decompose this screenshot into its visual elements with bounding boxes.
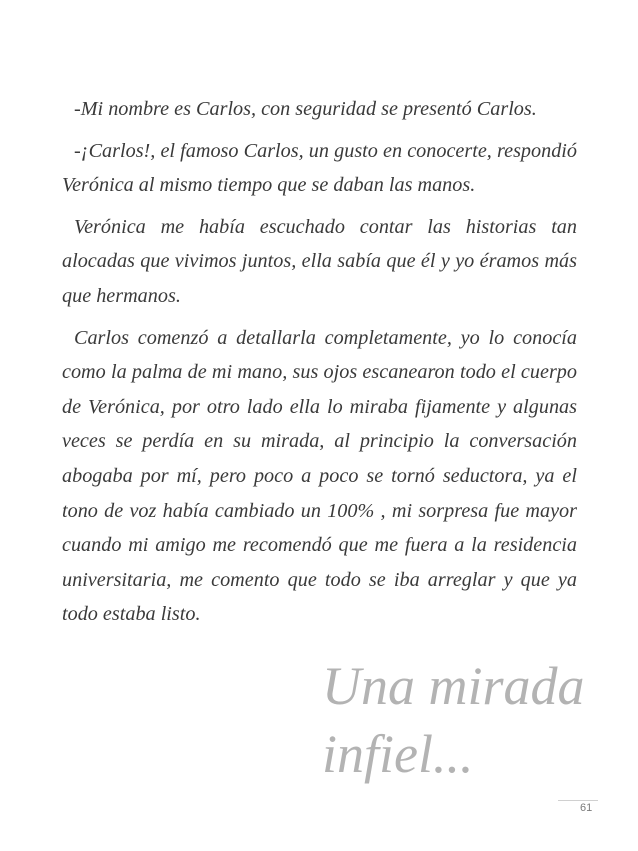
paragraph-1: -Mi nombre es Carlos, con seguridad se presentó Carlos.	[74, 98, 537, 120]
page-body-text	[62, 92, 577, 639]
paragraph-2: -¡Carlos!, el famoso Carlos, un gusto en conocerte, respondió Verónica al mismo tiempo que se daban las manos.	[62, 139, 577, 197]
book-title-watermark	[322, 652, 622, 788]
page-number: 61	[580, 802, 593, 814]
paragraph-3: Verónica me había escuchado contar las historias tan alocadas que vivimos juntos, ella sabía que él y yo éramos más que hermanos.	[62, 215, 577, 307]
paragraph-4: Carlos comenzó a detallarla completamente, yo lo conocía como la palma de mi mano, sus ojos escanearon todo el cuerpo de Verónica, por otro lado ella lo miraba fijamente y algunas veces se perdía en su mirada, al principio la conversación abogaba por mí, pero poco a poco se tornó seductora, ya el tono de voz había cambiado un 100% , mi sorpresa fue mayor cuando mi amigo me recomendó que me fuera a la residencia universitaria, me comento que todo se iba arreglar y que ya todo estaba listo.	[62, 326, 577, 626]
page-number-rule	[558, 800, 598, 801]
watermark-line-2: infiel...	[322, 724, 474, 784]
watermark-line-1: Una mirada	[322, 656, 585, 716]
